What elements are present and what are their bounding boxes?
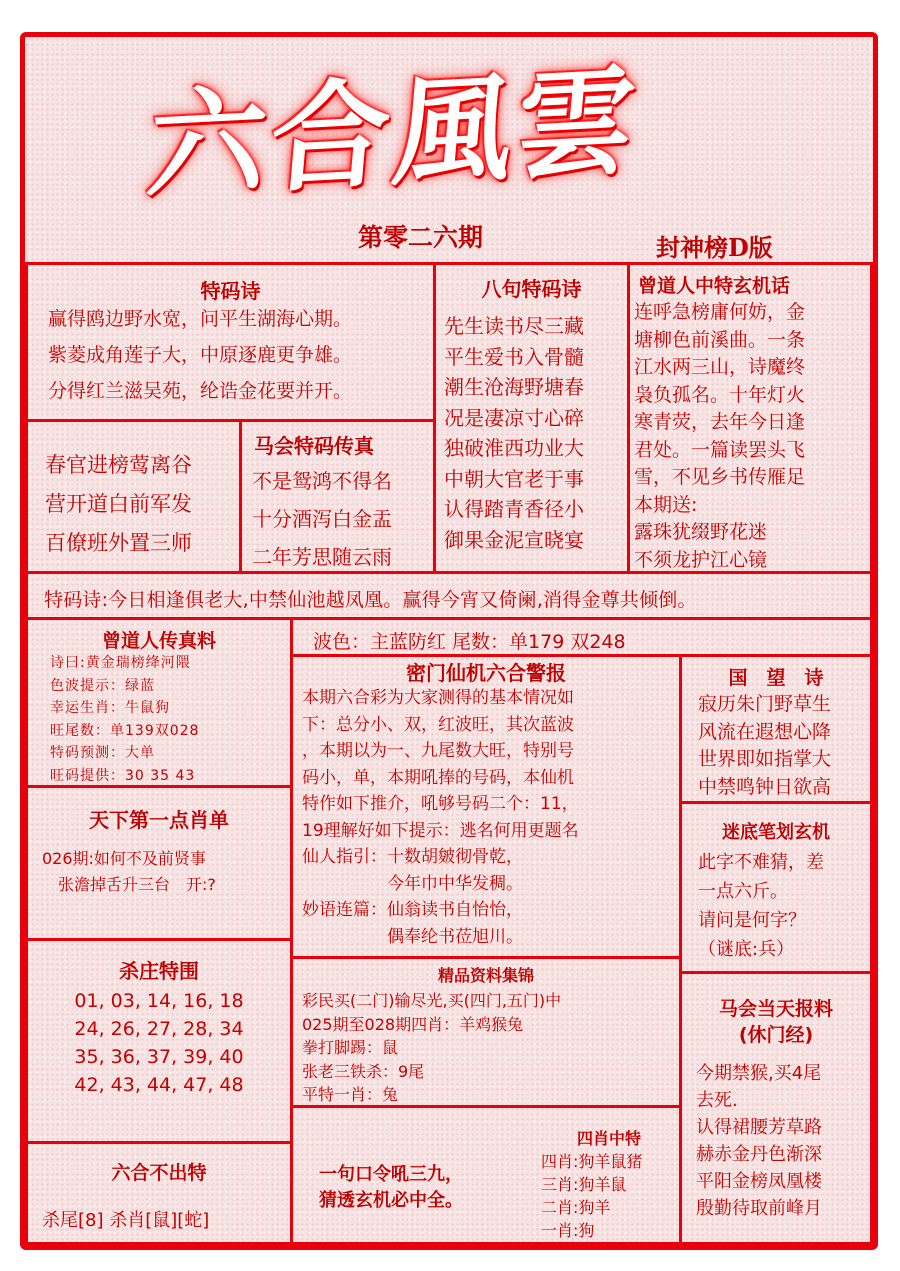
guo-line: 世界即如指掌大 [698, 748, 832, 770]
mahui-day-title: 马会当天报料 [718, 998, 833, 1020]
poem-box [25, 262, 436, 422]
spring-box [25, 419, 242, 574]
eight-box-lines [444, 311, 584, 555]
kill-title: 杀庄特围 [119, 959, 199, 983]
poem-box-title: 特码诗 [200, 279, 261, 303]
secret-lines [302, 685, 579, 950]
kill-box [25, 938, 293, 1144]
zeng-line: 露珠犹缀野花迷 [634, 521, 768, 543]
riddle-line: 请问是何字？ [698, 910, 806, 931]
zeng-line: 本期送: [634, 493, 698, 516]
zeng-line: 江水两三山，诗魔终 [634, 356, 806, 378]
mahui-day-line: 殷勤待取前峰月 [696, 1198, 822, 1219]
zeng-line: 雪，不见乡书传雁足 [634, 466, 806, 488]
spring-line: 春官进榜莺离谷 [45, 453, 192, 477]
secret-line: 妙语连篇：仙翁读书自怡怡， [302, 900, 523, 920]
guo-box [679, 654, 873, 804]
poem-box-lines [48, 301, 352, 409]
secret-line: 码小，单，本期吼捧的号码，本仙机 [302, 767, 574, 788]
jingpin-line: 拳打脚踢：鼠 [302, 1038, 399, 1057]
mahui-day-line: 赫赤金丹色渐深 [696, 1144, 822, 1165]
slogan-line1: 一句口令吼三九， [319, 1164, 463, 1185]
riddle-lines [698, 848, 824, 964]
banner-text: 特码诗:今日相逢俱老大,中禁仙池越凤凰。赢得今宵又倚阑,消得金尊共倾倒。 [44, 589, 697, 611]
poem-line: 分得红兰滋吴苑，纶诰金花要并开。 [48, 380, 353, 402]
secret-title: 密门仙机六合警报 [406, 661, 566, 685]
mahui-day-line: 去死. [696, 1090, 738, 1111]
edition-label: 封神榜D版 [656, 233, 773, 262]
page-title: 六合風雲 [142, 50, 646, 216]
kill-line: 35, 36, 37, 39, 40 [74, 1046, 244, 1068]
issue-number: 第零二六期 [358, 223, 484, 252]
jingpin-line: 彩民买(二门)输尽光,买(四门,五门)中 [302, 991, 562, 1010]
riddle-line: （谜底:兵） [698, 939, 795, 960]
fax-line: 幸运生肖：牛鼠狗 [50, 700, 170, 716]
secret-line: 偶奉纶书莅旭川。 [302, 926, 523, 947]
nochu-title: 六合不出特 [111, 1162, 207, 1184]
eight-line: 中朝大官老于事 [444, 466, 584, 491]
zeng-fax-box [25, 617, 293, 788]
zeng-line: 塘柳色前溪曲。一条 [634, 328, 806, 351]
eight-line: 潮生沧海野塘春 [444, 375, 584, 399]
poem-line: 紫菱成角莲子大，中原逐鹿更争雄。 [48, 344, 353, 366]
secret-line: 本期六合彩为大家测得的基本情况如 [302, 688, 574, 708]
zeng-box-title: 曾道人中特玄机话 [638, 275, 791, 297]
first-box [25, 785, 293, 941]
four-line: 一肖:狗 [541, 1221, 595, 1240]
mahui-line: 二年芳思随云雨 [252, 545, 392, 569]
four-lines [541, 1150, 642, 1242]
mahui-line: 十分酒泻白金盂 [252, 507, 392, 531]
first-title: 天下第一点肖单 [89, 808, 229, 832]
first-line: 张澹掉舌升三台 开:? [42, 875, 216, 894]
four-line: 四肖:狗羊鼠猪 [541, 1152, 643, 1171]
nochu-text: 杀尾[8] 杀肖[鼠][蛇] [42, 1210, 210, 1231]
riddle-line: 一点六斤。 [698, 881, 788, 902]
zeng-fax-title: 曾道人传真料 [101, 630, 216, 652]
kill-line: 01, 03, 14, 16, 18 [74, 990, 244, 1012]
fax-line: 色波提示：绿蓝 [50, 677, 155, 694]
guo-line: 风流在遐想心降 [698, 720, 832, 743]
jingpin-line: 平特一肖：兔 [302, 1085, 399, 1104]
mahui-day-line: 认得裙腰芳草路 [696, 1117, 822, 1138]
zeng-line: 君处。一篇读罢头飞 [634, 438, 806, 461]
eight-line: 独破淮西功业大 [444, 436, 584, 460]
mahui-day-line: 今期禁猴,买4尾 [696, 1063, 822, 1084]
nochu-box [25, 1141, 293, 1245]
first-line: 026期:如何不及前贤事 [42, 849, 206, 868]
zeng-fax-lines [50, 652, 199, 787]
eight-line: 认得踏青香径小 [444, 497, 584, 521]
guo-line: 寂历朱门野草生 [698, 693, 832, 715]
spring-line: 百僚班外置三师 [45, 531, 192, 555]
riddle-title: 迷底笔划玄机 [722, 822, 830, 843]
spring-box-lines [45, 446, 192, 563]
mahui-day-box [679, 971, 873, 1245]
mahui-box-lines [252, 462, 392, 576]
jingpin-line: 张老三铁杀：9尾 [302, 1061, 425, 1081]
secret-line: 特作如下推介，吼够号码二个：11， [302, 794, 579, 814]
jingpin-box [290, 956, 682, 1108]
eight-line: 御果金泥宣晓宴 [444, 527, 584, 552]
secret-line: 仙人指引：十数胡皴彻骨乾， [302, 847, 523, 867]
guo-line: 中禁鸣钟日欲高 [698, 775, 832, 798]
fax-line: 旺码提供：30 35 43 [50, 767, 196, 784]
first-lines [42, 846, 216, 898]
eight-box [433, 262, 630, 574]
zeng-box-lines [634, 299, 805, 574]
mahui-day-line: 平阳金榜凤凰楼 [696, 1171, 822, 1192]
secret-line: 下：总分小、双，红波旺，其次蓝波 [302, 714, 574, 735]
mahui-box [239, 419, 436, 574]
mahui-box-title: 马会特码传真 [254, 434, 374, 458]
banner-box [25, 571, 873, 620]
bottom-middle-box [290, 1105, 682, 1245]
eight-line: 先生读书尽三藏 [444, 314, 584, 338]
secret-box [290, 654, 682, 959]
kill-line: 42, 43, 44, 47, 48 [74, 1074, 244, 1096]
jingpin-title: 精品资料集锦 [437, 966, 534, 985]
fax-line: 旺尾数：单139双028 [50, 722, 200, 739]
zeng-box [627, 262, 873, 574]
mahui-day-lines [696, 1060, 822, 1222]
secret-line: 今年巾中华发稠。 [302, 873, 523, 894]
fax-line: 特码预测：大单 [50, 745, 155, 761]
secret-line: ，本期以为一、九尾数大旺，特别号 [302, 741, 574, 761]
zeng-line: 袅负孤名。十年灯火 [634, 383, 806, 406]
mahui-day-subtitle: (休门经) [738, 1024, 814, 1046]
slogan-line2: 猜透玄机必中全。 [319, 1190, 463, 1211]
jingpin-lines [302, 989, 561, 1107]
riddle-box [679, 801, 873, 974]
wave-text: 波色：主蓝防红 尾数：单179 双248 [313, 631, 626, 653]
zeng-line: 连呼急榜庸何妨，金 [634, 301, 806, 323]
jingpin-line: 025期至028期四肖：羊鸡猴兔 [302, 1014, 524, 1034]
zeng-line: 寒青荧，去年今日逢 [634, 411, 806, 433]
spring-line: 营开道白前军发 [45, 492, 192, 516]
eight-box-title: 八句特码诗 [481, 277, 582, 301]
wave-box [290, 617, 873, 657]
kill-line: 24, 26, 27, 28, 34 [74, 1018, 244, 1040]
four-title: 四肖中特 [577, 1129, 642, 1148]
four-line: 二肖:狗羊 [541, 1198, 611, 1217]
guo-lines [698, 691, 831, 801]
riddle-line: 此字不难猜，差 [698, 852, 824, 873]
guo-title: 国 望 诗 [728, 667, 824, 689]
eight-line: 平生爱书入骨髓 [444, 344, 584, 369]
mahui-line: 不是鸳鸿不得名 [252, 469, 392, 493]
eight-line: 况是凄凉寸心碎 [444, 405, 584, 430]
zeng-line: 不须龙护江心镜 [634, 548, 768, 571]
poem-line: 赢得鸥边野水宽，问平生湖海心期。 [48, 308, 353, 330]
four-line: 三肖:狗羊鼠 [541, 1175, 627, 1194]
kill-lines [28, 987, 290, 1099]
secret-line: 19理解好如下提示：逃名何用更题名 [302, 820, 579, 841]
fax-line: 诗曰:黄金瑞榜绛河隈 [50, 655, 191, 671]
